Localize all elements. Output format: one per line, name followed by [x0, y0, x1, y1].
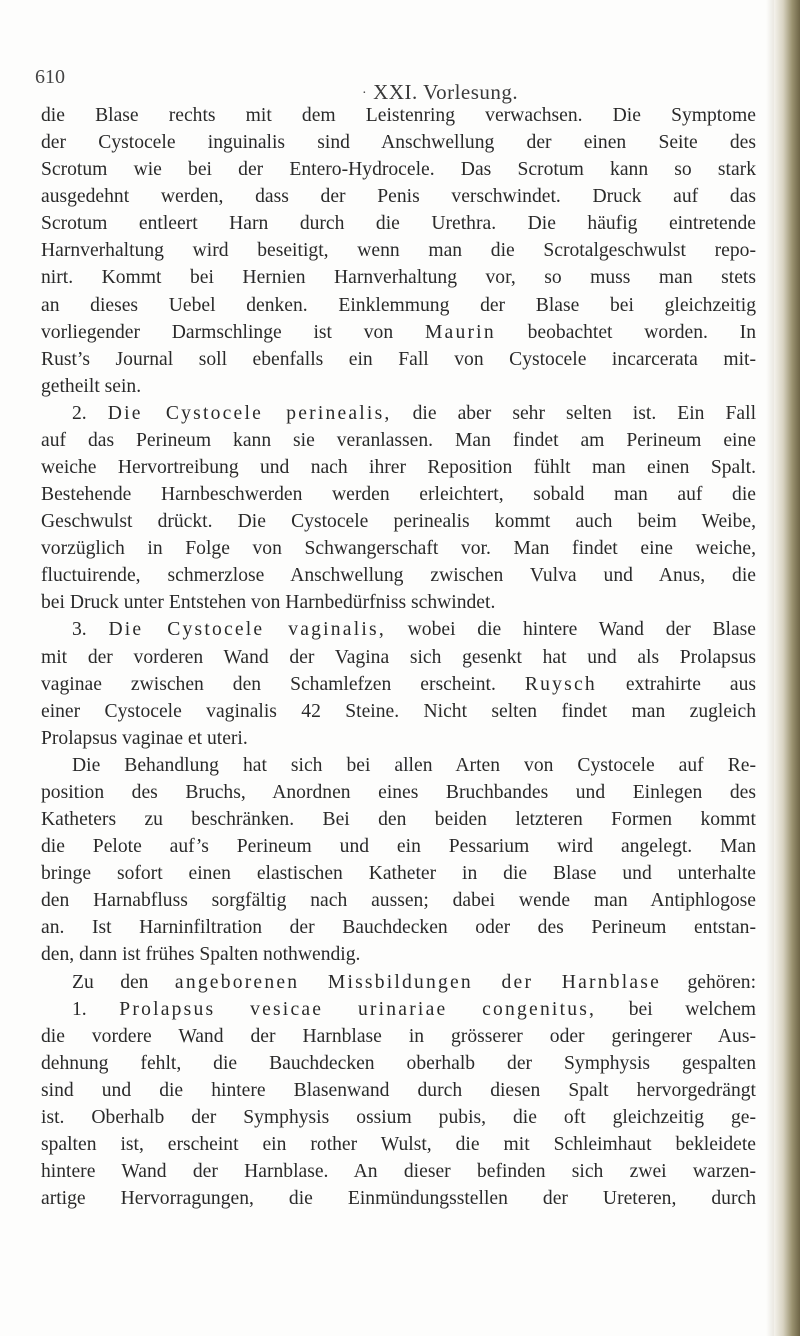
- text-line: auf das Perineum kann sie veranlassen. Man findet am Perineum eine: [41, 429, 756, 451]
- text-line: ausgedehnt werden, dass der Penis verschwindet. Druck auf das: [41, 186, 756, 208]
- text-line: [41, 400, 756, 427]
- text-line: weiche Hervortreibung und nach ihrer Reposition fühlt man einen Spalt.: [41, 457, 756, 479]
- text-line: Rust’s Journal soll ebenfalls ein Fall von Cystocele incarcerata mit-: [41, 348, 756, 370]
- text-line: die Blase rechts mit dem Leistenring verwachsen. Die Symptome: [41, 105, 756, 126]
- text-line: die vordere Wand der Harnblase in grösserer oder geringerer Aus-: [41, 1025, 756, 1047]
- text-line: dehnung fehlt, die Bauchdecken oberhalb der Symphysis gespalten: [41, 1052, 756, 1074]
- running-head-separator: ·: [362, 86, 368, 101]
- text-run: extrahirte aus: [596, 673, 756, 695]
- text-line: Katheters zu beschränken. Bei den beiden letzteren Formen kommt: [41, 809, 756, 831]
- text-line: Scrotum entleert Harn durch die Urethra. Die häufig eintretende: [41, 213, 756, 235]
- text-line: [41, 996, 756, 1023]
- page-number: 610: [35, 66, 65, 88]
- text-line: an. Ist Harninfiltration der Bauchdecken oder des Perineum entstan-: [41, 917, 756, 939]
- text-line: Prolapsus vaginae et uteri.: [41, 727, 248, 749]
- spaced-emphasis-text: Prolapsus vesicae urinariae congenitus,: [119, 998, 597, 1020]
- text-line: Bestehende Harnbeschwerden werden erleichtert, sobald man auf die: [41, 484, 756, 506]
- text-line: mit der vorderen Wand der Vagina sich gesenkt hat und als Prolapsus: [41, 646, 756, 668]
- book-binding-edge: [774, 0, 800, 1336]
- text-line: hintere Wand der Harnblase. An dieser befinden sich zwei warzen-: [41, 1161, 756, 1183]
- text-run: vorliegender Darmschlinge ist von: [41, 321, 425, 343]
- text-run: die aber sehr selten ist. Ein Fall: [391, 402, 757, 424]
- text-line: der Cystocele inguinalis sind Anschwellung der einen Seite des: [41, 132, 756, 154]
- text-line: bei Druck unter Entstehen von Harnbedürfniss schwindet.: [41, 592, 496, 614]
- text-line: fluctuirende, schmerzlose Anschwellung zwischen Vulva und Anus, die: [41, 565, 756, 587]
- text-line: artige Hervorragungen, die Einmündungsstellen der Ureteren, durch: [41, 1188, 756, 1210]
- text-line: Harnverhaltung wird beseitigt, wenn man die Scrotalgeschwulst repo-: [41, 240, 756, 262]
- text-line: nirt. Kommt bei Hernien Harnverhaltung vor, so muss man stets: [41, 267, 756, 289]
- text-run: 1.: [72, 998, 120, 1020]
- text-run: Zu den: [72, 971, 175, 993]
- text-line: Die Behandlung hat sich bei allen Arten von Cystocele auf Re-: [72, 754, 756, 776]
- text-line: sind und die hintere Blasenwand durch diesen Spalt hervorgedrängt: [41, 1079, 756, 1101]
- body-text: [41, 102, 756, 1212]
- text-line: [41, 319, 756, 346]
- text-line: einer Cystocele vaginalis 42 Steine. Nicht selten findet man zugleich: [41, 700, 756, 722]
- text-line: bringe sofort einen elastischen Katheter in die Blase und unterhalte: [41, 863, 756, 885]
- text-line: position des Bruchs, Anordnen eines Bruchbandes und Einlegen des: [41, 781, 756, 803]
- text-run: beobachtet worden. In: [495, 321, 756, 343]
- text-line: den, dann ist frühes Spalten nothwendig.: [41, 944, 361, 966]
- text-line: spalten ist, erscheint ein rother Wulst, die mit Schleimhaut bekleidete: [41, 1133, 756, 1155]
- binding-shadow: [766, 0, 774, 1336]
- running-head-title: XXI. Vorlesung.: [373, 80, 519, 104]
- text-line: [41, 616, 756, 643]
- text-line: getheilt sein.: [41, 375, 142, 397]
- text-run: gehören:: [661, 971, 757, 993]
- text-run: 2.: [72, 402, 108, 424]
- text-line: die Pelote auf’s Perineum und ein Pessarium wird angelegt. Man: [41, 836, 756, 858]
- text-run: 3.: [72, 619, 109, 641]
- spaced-emphasis-text: Die Cystocele vaginalis,: [108, 619, 386, 641]
- text-line: ist. Oberhalb der Symphysis ossium pubis, die oft gleichzeitig ge-: [41, 1106, 756, 1128]
- text-run: bei welchem: [596, 998, 757, 1020]
- spaced-emphasis-text: Maurin: [424, 321, 496, 343]
- text-line: an dieses Uebel denken. Einklemmung der Blase bei gleichzeitig: [41, 294, 756, 316]
- text-line: Scrotum wie bei der Entero-Hydrocele. Das Scrotum kann so stark: [41, 159, 756, 181]
- text-run: wobei die hintere Wand der Blase: [385, 619, 756, 641]
- spaced-emphasis-text: Die Cystocele perinealis,: [107, 402, 392, 424]
- text-line: Geschwulst drückt. Die Cystocele perinealis kommt auch beim Weibe,: [41, 511, 756, 533]
- text-line: den Harnabfluss sorgfältig nach aussen; dabei wende man Antiphlogose: [41, 890, 756, 912]
- spaced-emphasis-text: Ruysch: [524, 673, 597, 695]
- spaced-emphasis-text: angeborenen Missbildungen der Harnblase: [174, 971, 662, 993]
- text-line: [41, 969, 756, 996]
- text-line: [41, 671, 756, 698]
- text-run: vaginae zwischen den Schamlefzen erscheint.: [41, 673, 525, 695]
- text-line: vorzüglich in Folge von Schwangerschaft vor. Man findet eine weiche,: [41, 538, 756, 560]
